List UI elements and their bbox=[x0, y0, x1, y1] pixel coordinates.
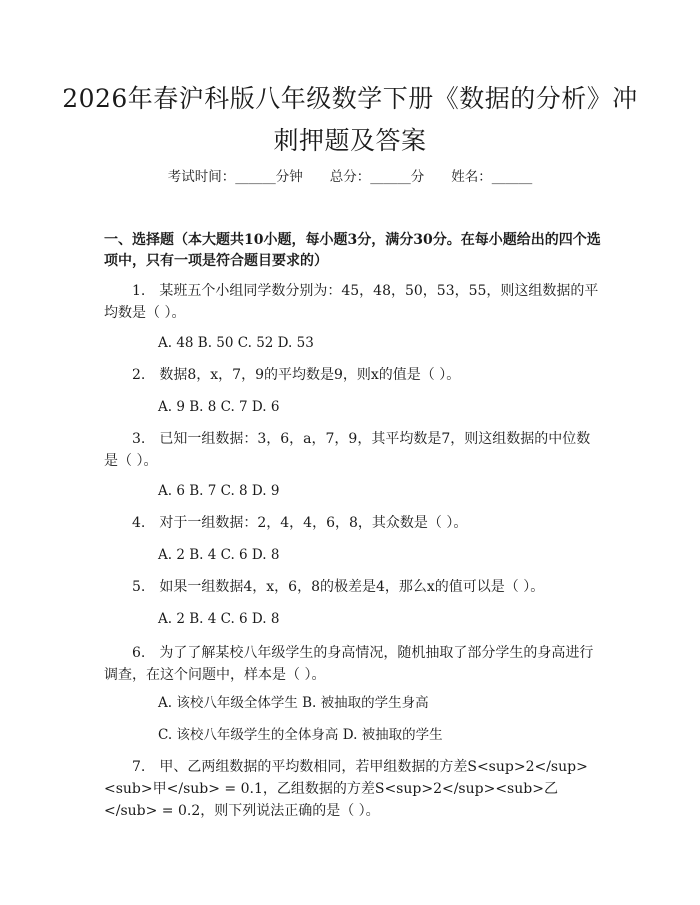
question-1: 1. 某班五个小组同学数分别为：45，48，50，53，55，则这组数据的平均数是（ ）。 bbox=[104, 283, 599, 321]
exam-meta-line: 考试时间：______分钟 总分：______分 姓名：______ bbox=[167, 169, 533, 185]
question-7: 7. 甲、乙两组数据的平均数相同，若甲组数据的方差S<sup>2</sup><sub>甲</sub> = 0.1，乙组数据的方差S<sup>2</sup><sub>乙</sub> = 0.2，则下列说法正确的是（ ）。 bbox=[104, 759, 588, 819]
question-3: 3. 已知一组数据：3，6，a，7，9，其平均数是7，则这组数据的中位数是（ ）。 bbox=[104, 431, 591, 469]
question-1-options: A. 48 B. 50 C. 52 D. 53 bbox=[158, 335, 314, 351]
section-heading: 一、选择题（本大题共10小题，每小题3分，满分30分。在每小题给出的四个选项中，只有一项是符合题目要求的） bbox=[104, 232, 601, 269]
question-4-options: A. 2 B. 4 C. 6 D. 8 bbox=[158, 547, 280, 563]
question-2-options: A. 9 B. 8 C. 7 D. 6 bbox=[158, 399, 280, 415]
question-4: 4. 对于一组数据：2，4，4，6，8，其众数是（ ）。 bbox=[132, 515, 468, 531]
question-2: 2. 数据8，x，7，9的平均数是9，则x的值是（ ）。 bbox=[132, 367, 461, 383]
question-6: 6. 为了了解某校八年级学生的身高情况，随机抽取了部分学生的身高进行调查，在这个问题中，样本是（ ）。 bbox=[104, 645, 594, 683]
question-5: 5. 如果一组数据4，x，6，8的极差是4，那么x的值可以是（ ）。 bbox=[132, 579, 545, 595]
document-title: 2026年春沪科版八年级数学下册《数据的分析》冲刺押题及答案 bbox=[62, 84, 638, 155]
question-6-options-row-1: A. 该校八年级全体学生 B. 被抽取的学生身高 bbox=[158, 695, 429, 711]
question-3-options: A. 6 B. 7 C. 8 D. 9 bbox=[158, 483, 280, 499]
question-6-options-row-2: C. 该校八年级学生的全体身高 D. 被抽取的学生 bbox=[158, 727, 443, 743]
question-5-options: A. 2 B. 4 C. 6 D. 8 bbox=[158, 611, 280, 627]
